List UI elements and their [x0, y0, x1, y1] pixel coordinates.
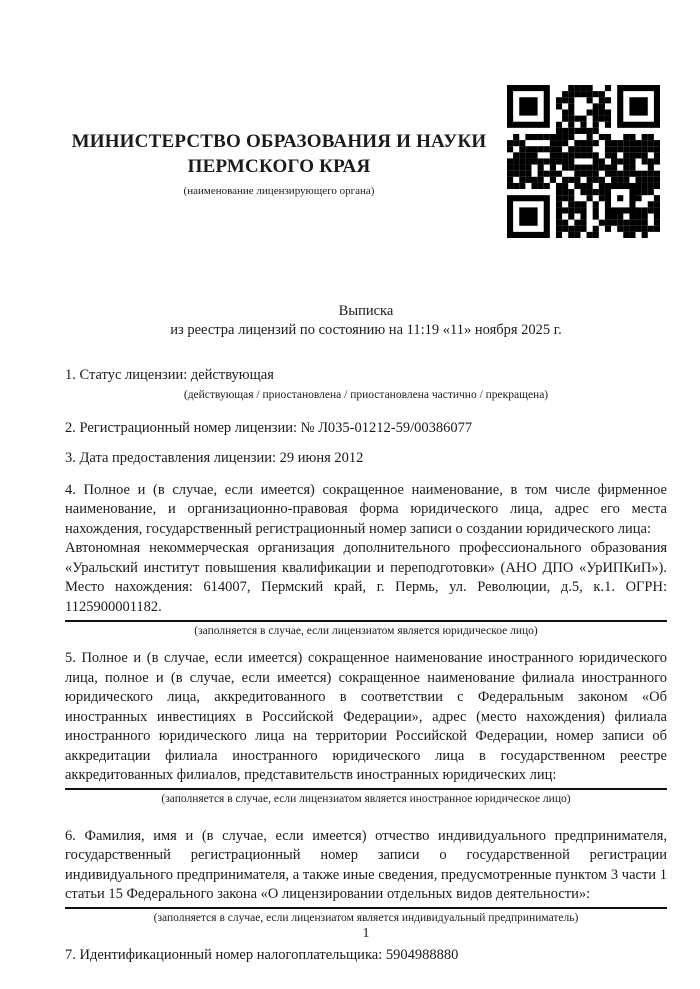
- ministry-name-line1: МИНИСТЕРСТВО ОБРАЗОВАНИЯ И НАУКИ: [71, 131, 487, 152]
- item-registration-number: 2. Регистрационный номер лицензии: № Л035-01212-59/00386077: [65, 419, 473, 436]
- item-legal-entity-caption: (заполняется в случае, если лицензиатом является юридическое лицо): [194, 625, 538, 637]
- item-foreign-entity-label: 5. Полное и (в случае, если имеется) сокращенное наименование иностранного юридического лица, полное и (в случае, если имеется) сокращенное наименование филиала иностранного юридического лица, аккредитованного в соответствии с Федеральным законом «Об иностранных инвестициях в Российской Федерации», адрес (место нахождения) филиала иностранного юридического лица на территории Российской Федерации, номер записи об аккредитации филиала иностранного юридического лица в государственном реестре аккредитованных филиалов, представительств иностранных юридических лиц:: [65, 650, 667, 783]
- item-individual-entrepreneur-label: 6. Фамилия, имя и (в случае, если имеется) отчество индивидуального предпринимателя, государственный регистрационный номер записи о государственной регистрации индивидуального предпринимателя, а также иные сведения, предусмотренные пунктом 3 части 1 статьи 15 Федерального закона «О лицензировании отдельных видов деятельности»:: [65, 827, 667, 902]
- fill-in-rule-legal-entity: [65, 620, 667, 622]
- item-foreign-entity-caption: (заполняется в случае, если лицензиатом является иностранное юридическое лицо): [161, 792, 571, 805]
- ministry-name-line2: ПЕРМСКОГО КРАЯ: [187, 156, 371, 177]
- licensing-authority-caption: (наименование лицензирующего органа): [183, 185, 375, 197]
- title-line: Выписка: [338, 303, 394, 319]
- item-license-grant-date: 3. Дата предоставления лицензии: 29 июня 2012: [65, 450, 364, 466]
- title-date-line: из реестра лицензий по состоянию на 11:19 «11» ноября 2025 г.: [170, 322, 562, 338]
- qr-code-icon: [507, 85, 660, 238]
- item-legal-entity-value: Автономная некоммерческая организация дополнительного профессионального образования «Уральский институт повышения квалификации и переподготовки» (АНО ДПО «УрИПКиП»). Место нахождения: 614007, Пермский край, г. Пермь, ул. Революции, д.5, к.1. ОГРН: 1125900001182.: [65, 540, 667, 615]
- item-license-status-caption: (действующая / приостановлена / приостановлена частично / прекращена): [183, 388, 549, 401]
- item-taxpayer-number: 7. Идентификационный номер налогоплательщика: 5904988880: [65, 946, 459, 963]
- document-body: [0, 366, 700, 965]
- page-number: 1: [362, 926, 370, 941]
- fill-in-rule-individual-entrepreneur: [65, 907, 667, 909]
- item-legal-entity-label: 4. Полное и (в случае, если имеется) сокращенное наименование, в том числе фирменное наименование, и организационно-правовая форма юридического лица, адрес его места нахождения, государственный регистрационный номер записи о создании юридического лица:: [65, 481, 667, 537]
- fill-in-rule-foreign-entity: [65, 788, 667, 790]
- licensing-authority-block: [65, 85, 507, 238]
- item-license-status: 1. Статус лицензии: действующая: [65, 367, 274, 383]
- document-title: [0, 302, 700, 340]
- document-header: [0, 0, 700, 238]
- item-individual-entrepreneur-caption: (заполняется в случае, если лицензиатом является индивидуальный предприниматель): [153, 911, 579, 924]
